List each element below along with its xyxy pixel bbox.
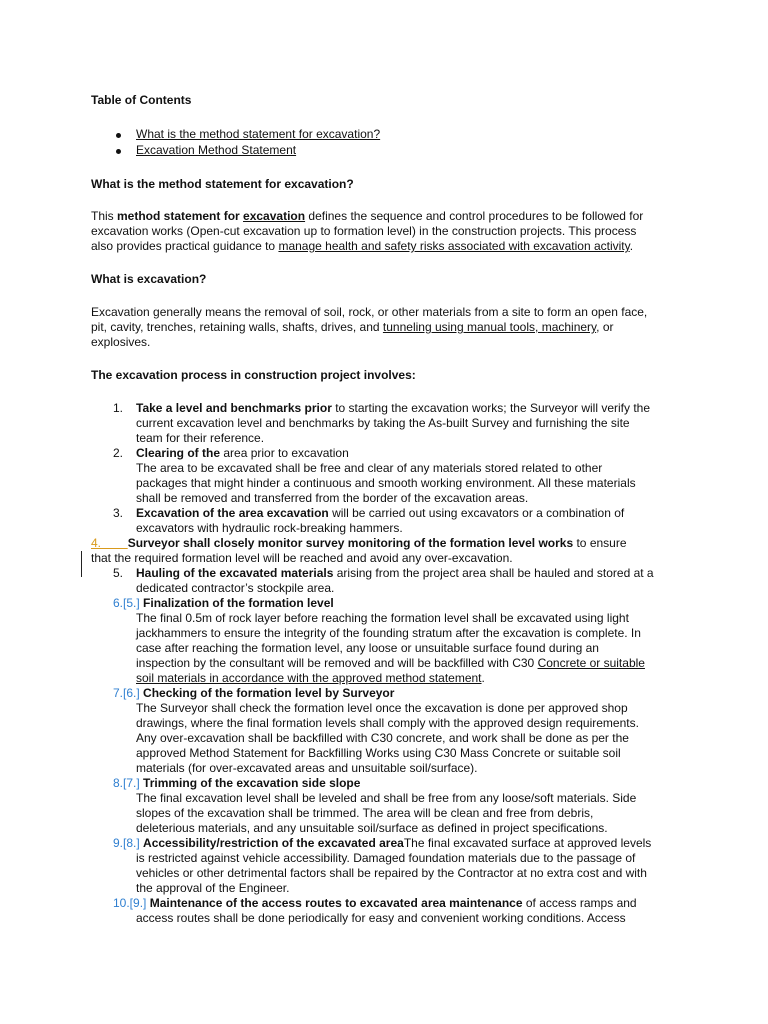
paragraph-line: pit, cavity, trenches, retaining walls, shafts, drives, and tunneling using manual tools, machinery, or [91, 320, 614, 334]
tracked-change-number: 10.[9.] [113, 896, 147, 910]
list-item-line: materials (for over-excavated areas and unsuitable soil/surface). [136, 761, 478, 775]
list-item-line: shall be removed and transferred from the border of the excavation areas. [136, 491, 529, 505]
bullet-icon [116, 149, 121, 154]
list-number: 5. [112, 566, 123, 580]
tracked-change-number: 7.[6.] [113, 686, 140, 700]
tracked-change-number: 9.[8.] [113, 836, 140, 850]
section-heading-excavation-process: The excavation process in construction project involves: [91, 368, 416, 382]
list-item-line: The final 0.5m of rock layer before reaching the formation level shall be excavated using light [136, 611, 629, 625]
paragraph-line: explosives. [91, 335, 151, 349]
list-item-line: packages that might hinder a continuous and smooth working environment. All these materials [136, 476, 636, 490]
paragraph-line: excavation works (Open-cut excavation up to formation level) in the construction projects. This process [91, 224, 637, 238]
list-item-line: slopes of the excavation shall be trimmed. The area will be clean and free from debris, [136, 806, 594, 820]
list-item-line: 7.[6.] Checking of the formation level by Surveyor [113, 686, 395, 700]
change-bar [81, 551, 82, 577]
list-item-line: current excavation level and benchmarks by taking the As-built Survey and furnishing the site [136, 416, 630, 430]
list-item-line: 6.[5.] Finalization of the formation level [113, 596, 334, 610]
list-item-line: vehicles or other detrimental factors shall be repaired by the Contractor at no extra cost and with [136, 866, 647, 880]
list-item-line: The Surveyor shall check the formation level once the excavation is done per approved shop [136, 701, 628, 715]
section-heading-what-is-excavation: What is excavation? [91, 272, 207, 286]
tracked-change-number: 6.[5.] [113, 596, 140, 610]
list-item-line: Excavation of the area excavation will be carried out using excavators or a combination of [136, 506, 625, 520]
list-item-line: deleterious materials, and any unsuitable soil/surface as defined in project specifications. [136, 821, 608, 835]
toc-title: Table of Contents [91, 93, 192, 107]
list-item-line: Hauling of the excavated materials arising from the project area shall be hauled and stored at a [136, 566, 654, 580]
tracked-change-number: 8.[7.] [113, 776, 140, 790]
list-item-line: team for their reference. [136, 431, 265, 445]
list-item-line: Take a level and benchmarks prior to starting the excavation works; the Surveyor will verify the [136, 401, 651, 415]
paragraph-line: also provides practical guidance to manage health and safety risks associated with excavation activity. [91, 239, 634, 253]
paragraph-line: This method statement for excavation defines the sequence and control procedures to be followed for [91, 209, 644, 223]
list-item-line: 9.[8.] Accessibility/restriction of the excavated areaThe final excavated surface at approved levels [113, 836, 652, 850]
list-item-line: The area to be excavated shall be free and clear of any materials stored related to other [136, 461, 603, 475]
list-item-line: The final excavation level shall be leveled and shall be free from any loose/soft materials. Side [136, 791, 637, 805]
tunneling-link[interactable]: tunneling using manual tools, machinery [382, 320, 597, 334]
list-item-line: excavators with hydraulic rock-breaking hammers. [136, 521, 403, 535]
toc-link-method-statement[interactable]: What is the method statement for excavation? [136, 127, 381, 141]
section-heading-method-statement: What is the method statement for excavation? [91, 177, 354, 191]
list-item-line: case after reaching the formation level, any loose or unsuitable surface found during an [136, 641, 599, 655]
toc-link-excavation-method-statement[interactable]: Excavation Method Statement [136, 143, 297, 157]
list-number: 2. [112, 446, 123, 460]
list-item-line: the approval of the Engineer. [136, 881, 290, 895]
excavation-link[interactable]: excavation [243, 209, 306, 223]
list-item-line: jackhammers to ensure the integrity of the founding stratum after the excavation is complete. In [136, 626, 641, 640]
list-number: 3. [112, 506, 123, 520]
list-item-line: dedicated contractor’s stockpile area. [136, 581, 335, 595]
list-number: 1. [112, 401, 123, 415]
list-item-line: 4. Surveyor shall closely monitor survey monitoring of the formation level works to ensure [91, 536, 627, 550]
health-safety-link[interactable]: manage health and safety risks associated with excavation activity [278, 239, 630, 253]
list-item-line: drawings, where the final formation levels shall comply with the approved design requirements. [136, 716, 639, 730]
list-item-line: is restricted against vehicle accessibility. Damaged foundation materials due to the passage of [136, 851, 636, 865]
tracked-insertion-number: 4. [91, 536, 102, 550]
paragraph-line: Excavation generally means the removal of soil, rock, or other materials from a site to form an open face, [91, 305, 648, 319]
concrete-link[interactable]: Concrete or suitable [537, 656, 645, 670]
list-item-line: 10.[9.] Maintenance of the access routes to excavated area maintenance of access ramps and [113, 896, 637, 910]
soil-materials-link[interactable]: soil materials in accordance with the approved method statement [136, 671, 482, 685]
list-item-line: access routes shall be done periodically for easy and convenient working conditions. Access [136, 911, 626, 925]
list-item-line: soil materials in accordance with the approved method statement. [136, 671, 485, 685]
list-item-line: approved Method Statement for Backfilling Works using C30 Mass Concrete or suitable soil [136, 746, 621, 760]
list-item-line: Any over-excavation shall be backfilled with C30 concrete, and work shall be done as per the [136, 731, 629, 745]
list-item-line: inspection by the consultant will be removed and will be backfilled with C30 Concrete or suitable [136, 656, 645, 670]
bullet-icon [116, 133, 121, 138]
list-item-line: Clearing of the area prior to excavation [136, 446, 349, 460]
list-item-line: 8.[7.] Trimming of the excavation side slope [113, 776, 361, 790]
list-item-line: that the required formation level will be reached and avoid any over-excavation. [91, 551, 513, 565]
